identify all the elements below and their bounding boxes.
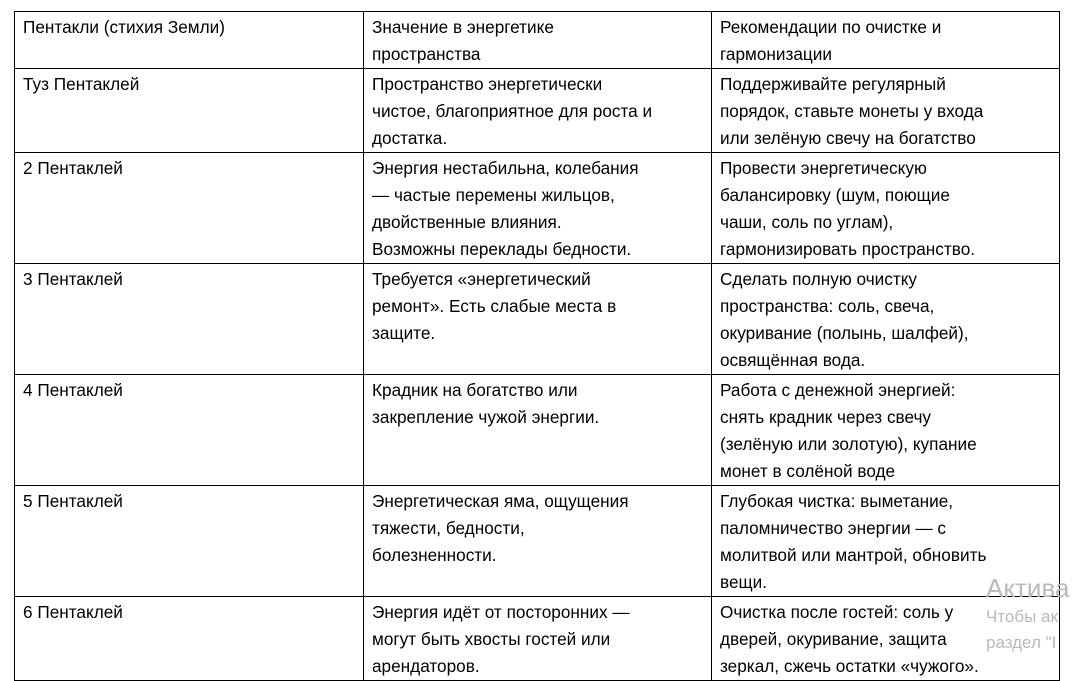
header-cell: Пентакли (стихия Земли) bbox=[15, 12, 364, 69]
header-cell: Рекомендации по очистке и гармонизации bbox=[712, 12, 1060, 69]
table-cell: 3 Пентаклей bbox=[15, 264, 364, 375]
table-cell: Сделать полную очистку пространства: соль, свеча, окуривание (полынь, шалфей), освящённая вода. bbox=[712, 264, 1060, 375]
table-cell: Энергия идёт от посторонних — могут быть хвосты гостей или арендаторов. bbox=[364, 597, 712, 681]
table-row bbox=[15, 375, 1060, 486]
pentacles-table bbox=[14, 11, 1060, 681]
table-cell: Требуется «энергетический ремонт». Есть слабые места в защите. bbox=[364, 264, 712, 375]
table-row bbox=[15, 486, 1060, 597]
table-row bbox=[15, 597, 1060, 681]
table-row bbox=[15, 264, 1060, 375]
table-row bbox=[15, 153, 1060, 264]
table-cell: Туз Пентаклей bbox=[15, 69, 364, 153]
watermark-line: раздел "I bbox=[986, 633, 1057, 652]
watermark-title: Актива bbox=[986, 573, 1070, 603]
table-cell: Работа с денежной энергией: снять крадник через свечу (зелёную или золотую), купание монет в солёной воде bbox=[712, 375, 1060, 486]
table-header-row bbox=[15, 12, 1060, 69]
table-cell: 4 Пентаклей bbox=[15, 375, 364, 486]
table-cell: 2 Пентаклей bbox=[15, 153, 364, 264]
table-cell: Очистка после гостей: соль у дверей, окуривание, защита зеркал, сжечь остатки «чужого». bbox=[712, 597, 1060, 681]
table-cell: Глубокая чистка: выметание, паломничество энергии — с молитвой или мантрой, обновить вещи. bbox=[712, 486, 1060, 597]
table-cell: Пространство энергетически чистое, благоприятное для роста и достатка. bbox=[364, 69, 712, 153]
header-cell: Значение в энергетике пространства bbox=[364, 12, 712, 69]
table-cell: Энергетическая яма, ощущения тяжести, бедности, болезненности. bbox=[364, 486, 712, 597]
table-cell: Провести энергетическую балансировку (шум, поющие чаши, соль по углам), гармонизировать пространство. bbox=[712, 153, 1060, 264]
table-cell: Энергия нестабильна, колебания — частые перемены жильцов, двойственные влияния. Возможны переклады бедности. bbox=[364, 153, 712, 264]
table-cell: Крадник на богатство или закрепление чужой энергии. bbox=[364, 375, 712, 486]
table-cell: 6 Пентаклей bbox=[15, 597, 364, 681]
table-cell: 5 Пентаклей bbox=[15, 486, 364, 597]
watermark-line: Чтобы ак bbox=[986, 607, 1058, 626]
table-row bbox=[15, 69, 1060, 153]
table-cell: Поддерживайте регулярный порядок, ставьте монеты у входа или зелёную свечу на богатство bbox=[712, 69, 1060, 153]
